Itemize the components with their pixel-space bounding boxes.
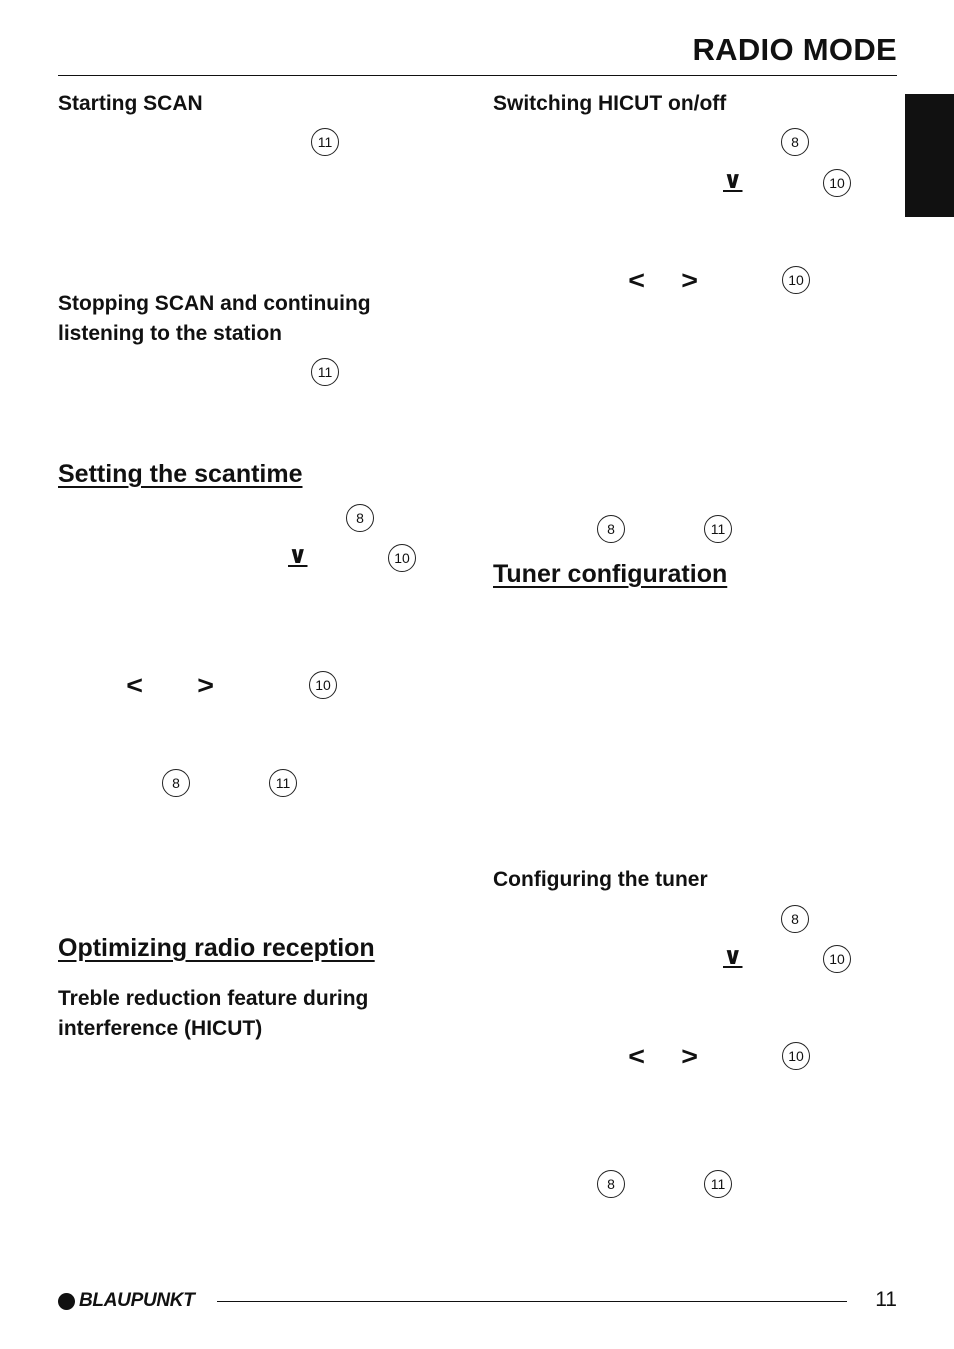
title-rule xyxy=(58,75,897,76)
hicut-feature-line2: interference (HICUT) xyxy=(58,1017,263,1040)
down-arrow-icon: ∨ xyxy=(288,542,308,569)
key-11-icon: 11 xyxy=(704,1170,732,1198)
down-arrow-icon: ∨ xyxy=(723,943,743,970)
right-arrow-icon: > xyxy=(681,265,698,295)
stopping-scan-heading xyxy=(58,289,371,349)
configuring-tuner-heading: Configuring the tuner xyxy=(493,868,708,891)
key-8-icon: 8 xyxy=(346,504,374,532)
key-8-icon: 8 xyxy=(781,905,809,933)
page-title: RADIO MODE xyxy=(692,32,897,67)
stopping-scan-line1: Stopping SCAN and continuing xyxy=(58,292,371,315)
key-10-icon: 10 xyxy=(309,671,337,699)
footer-rule xyxy=(217,1301,847,1302)
stopping-scan-line2: listening to the station xyxy=(58,322,282,345)
key-10-icon: 10 xyxy=(823,945,851,973)
logo-dot-icon xyxy=(58,1293,75,1310)
starting-scan-heading: Starting SCAN xyxy=(58,92,203,115)
brand-name: BLAUPUNKT xyxy=(79,1290,195,1311)
right-arrow-icon: > xyxy=(197,670,214,700)
key-8-icon: 8 xyxy=(162,769,190,797)
hicut-feature-heading xyxy=(58,984,368,1044)
left-arrow-icon: < xyxy=(126,670,143,700)
left-arrow-icon: < xyxy=(628,265,645,295)
key-10-icon: 10 xyxy=(388,544,416,572)
tuner-config-section-title: Tuner configuration xyxy=(493,560,728,588)
key-11-icon: 11 xyxy=(704,515,732,543)
key-11-icon: 11 xyxy=(269,769,297,797)
key-8-icon: 8 xyxy=(781,128,809,156)
side-tab-marker xyxy=(905,94,954,217)
key-11-icon: 11 xyxy=(311,128,339,156)
left-arrow-icon: < xyxy=(628,1041,645,1071)
key-10-icon: 10 xyxy=(782,266,810,294)
brand-logo xyxy=(58,1290,195,1312)
page-number: 11 xyxy=(875,1288,897,1311)
key-11-icon: 11 xyxy=(311,358,339,386)
key-10-icon: 10 xyxy=(823,169,851,197)
key-8-icon: 8 xyxy=(597,1170,625,1198)
hicut-switch-heading: Switching HICUT on/off xyxy=(493,92,727,115)
hicut-feature-line1: Treble reduction feature during xyxy=(58,987,369,1010)
key-8-icon: 8 xyxy=(597,515,625,543)
down-arrow-icon: ∨ xyxy=(723,167,743,194)
key-10-icon: 10 xyxy=(782,1042,810,1070)
scantime-section-title: Setting the scantime xyxy=(58,460,303,488)
right-arrow-icon: > xyxy=(681,1041,698,1071)
optimizing-section-title: Optimizing radio reception xyxy=(58,934,375,962)
